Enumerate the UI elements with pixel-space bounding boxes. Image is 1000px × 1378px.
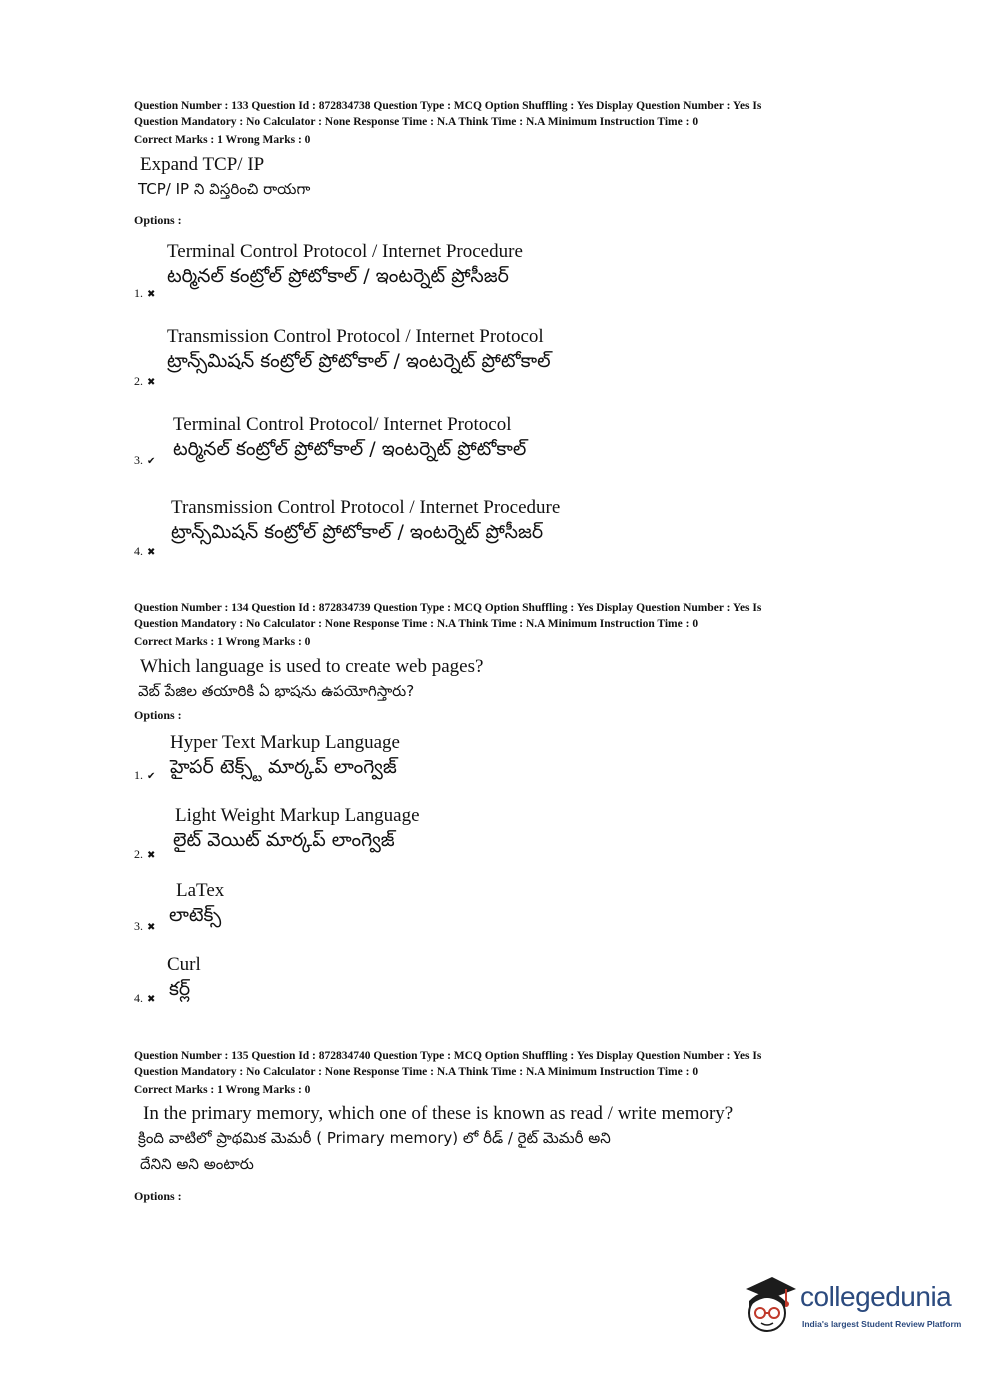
option-text-te: టర్మినల్ కంట్రోల్ ప్రోటోకాల్ / ఇంటర్నెట్ ప్రోటోకాల్ — [173, 438, 527, 460]
meta-line: Correct Marks : 1 Wrong Marks : 0 — [134, 134, 311, 146]
option-number: 2. ✖ — [134, 847, 156, 861]
option-text-en: Transmission Control Protocol / Internet Procedure — [171, 497, 561, 518]
wrong-mark-icon: ✖ — [147, 922, 156, 933]
options-label: Options : — [134, 708, 182, 722]
option-number: 3. ✖ — [134, 919, 156, 933]
meta-line: Question Number : 133 Question Id : 872834738 Question Type : MCQ Option Shuffling : Yes Display Question Number : Yes Is — [134, 100, 762, 112]
question-text-te: క్రింది వాటిలో ప్రాథమిక మెమరీ ( Primary memory) లో రీడ్ / రైట్ మెమరీ అని — [138, 1129, 611, 1147]
option-text-te: టర్మినల్ కంట్రోల్ ప్రోటోకాల్ / ఇంటర్నెట్ ప్రోసీజర్ — [167, 265, 509, 287]
question-text-en: In the primary memory, which one of these is known as read / write memory? — [143, 1103, 734, 1124]
question-text-te: వెబ్ పేజిల తయారికి ఏ భాషను ఉపయోగిస్తారు? — [138, 682, 415, 700]
meta-line: Question Number : 134 Question Id : 872834739 Question Type : MCQ Option Shuffling : Yes Display Question Number : Yes Is — [134, 602, 762, 614]
wrong-mark-icon: ✖ — [147, 850, 156, 861]
option-text-te: హైపర్ టెక్స్ట్ మార్కప్ లాంగ్వెజ్ — [170, 756, 397, 778]
options-label: Options : — [134, 1189, 182, 1203]
options-label: Options : — [134, 213, 182, 227]
option-number: 4. ✖ — [134, 544, 156, 558]
wrong-mark-icon: ✖ — [147, 377, 156, 388]
collegedunia-logo — [740, 1275, 970, 1345]
option-text-te: కర్ల్ — [169, 978, 191, 1000]
wrong-mark-icon: ✖ — [147, 289, 156, 300]
question-text-te: TCP/ IP ని విస్తరించి రాయగా — [138, 180, 311, 198]
meta-line: Question Mandatory : No Calculator : None Response Time : N.A Think Time : N.A Minimum Instruction Time : 0 — [134, 116, 699, 128]
question-meta — [134, 600, 761, 650]
option-text-en: Terminal Control Protocol / Internet Procedure — [167, 241, 523, 262]
logo-name: collegedunia — [800, 1281, 952, 1312]
option-text-en: Transmission Control Protocol / Internet Protocol — [167, 326, 544, 347]
wrong-mark-icon: ✖ — [147, 994, 156, 1005]
mascot-logo-icon — [740, 1275, 798, 1341]
option-text-en: Terminal Control Protocol/ Internet Protocol — [173, 414, 512, 435]
meta-line: Question Number : 135 Question Id : 872834740 Question Type : MCQ Option Shuffling : Yes Display Question Number : Yes Is — [134, 1050, 762, 1062]
question-meta — [134, 98, 761, 148]
option-text-te: లాటెక్స్ — [169, 904, 222, 926]
correct-mark-icon: ✔ — [147, 456, 156, 467]
meta-line: Correct Marks : 1 Wrong Marks : 0 — [134, 636, 311, 648]
option-text-te: ట్రాన్స్‌మిషన్ కంట్రోల్ ప్రోటోకాల్ / ఇంటర్నెట్ ప్రోటోకాల్ — [167, 350, 551, 372]
question-text-en: Which language is used to create web pages? — [140, 656, 484, 677]
correct-mark-icon: ✔ — [147, 771, 156, 782]
meta-line: Correct Marks : 1 Wrong Marks : 0 — [134, 1084, 311, 1096]
logo-tagline: India's largest Student Review Platform — [802, 1319, 962, 1329]
option-number: 1. ✖ — [134, 286, 156, 300]
option-text-en: Hyper Text Markup Language — [170, 732, 400, 753]
meta-line: Question Mandatory : No Calculator : None Response Time : N.A Think Time : N.A Minimum Instruction Time : 0 — [134, 618, 699, 630]
option-number: 2. ✖ — [134, 374, 156, 388]
option-text-te: ట్రాన్స్‌మిషన్ కంట్రోల్ ప్రోటోకాల్ / ఇంటర్నెట్ ప్రోసీజర్ — [171, 521, 544, 543]
question-meta — [134, 1048, 761, 1098]
option-number: 3. ✔ — [134, 453, 156, 467]
wrong-mark-icon: ✖ — [147, 547, 156, 558]
option-text-en: Curl — [167, 954, 201, 975]
question-text-te-line2: దేనిని అని అంటారు — [140, 1155, 254, 1173]
option-text-en: Light Weight Markup Language — [175, 805, 420, 826]
question-text-en: Expand TCP/ IP — [140, 154, 265, 175]
option-text-te: లైట్ వెయిట్ మార్కప్ లాంగ్వెజ్ — [173, 829, 395, 851]
option-text-en: LaTex — [176, 880, 225, 901]
option-number: 1. ✔ — [134, 768, 156, 782]
option-number: 4. ✖ — [134, 991, 156, 1005]
meta-line: Question Mandatory : No Calculator : None Response Time : N.A Think Time : N.A Minimum Instruction Time : 0 — [134, 1066, 699, 1078]
